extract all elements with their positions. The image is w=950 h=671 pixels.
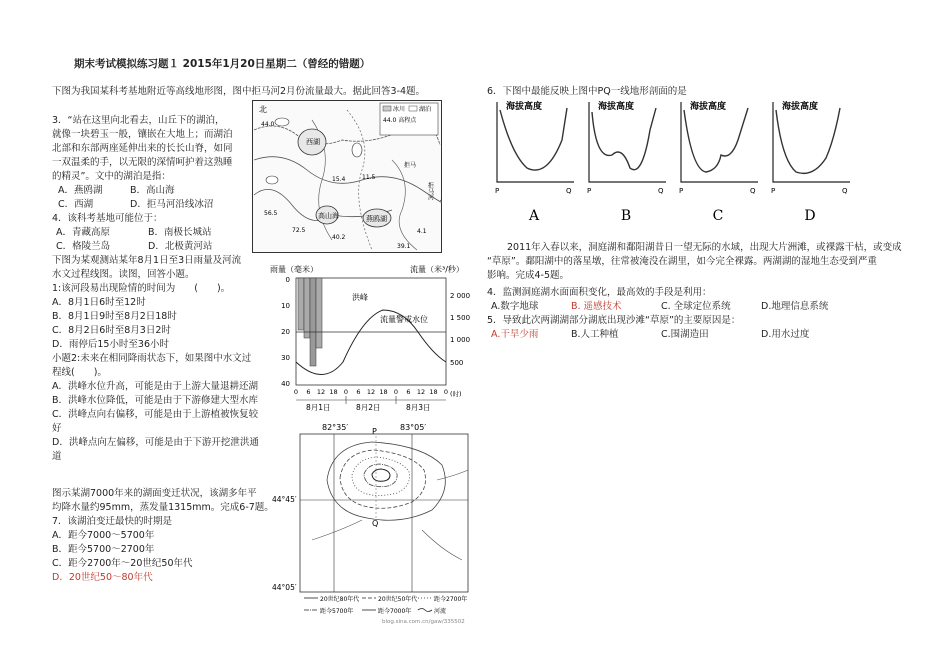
sub2-stem: 程线( )。 [52,367,107,378]
point-q: Q [372,519,379,528]
x-tick: 0 [443,388,449,396]
profile-q: Q [842,187,848,195]
q3-option-a[interactable]: A．燕鸥湖 [58,185,103,196]
point-p: P [372,427,377,436]
elev-label: 4.1 [417,228,427,235]
legend-5700: 距今5700年 [320,608,354,615]
question-3 [52,114,233,254]
x-tick: 6 [306,388,311,396]
elev-label: 15.4 [332,176,346,183]
lat-label: 44°05′ [272,583,297,592]
elev-label: 44.0 [261,121,275,128]
sub1-stem: 1:该河段易出现险情的时间为 ( )。 [52,283,231,294]
watermark: blog.sina.com.cn/gaw/335502 [382,619,465,625]
legend-2700: 距今2700年 [434,596,468,603]
contour-map [252,100,442,253]
river-label-2: 拒马 [404,162,417,169]
north-label: 北 [259,105,267,114]
profile-label: A [528,208,540,224]
rain-bar [304,278,310,338]
intro-hydro: 下图为某观测站某年8月1日至3日雨量及河流 [52,255,242,266]
passage [487,241,902,283]
x-tick: 0 [293,388,299,396]
rain-bar [298,278,304,330]
q4b-option-b[interactable]: B. 遥感技术 [571,301,622,312]
x-tick: 18 [329,388,338,396]
q4-option-d[interactable]: D．北极黄河站 [148,241,213,252]
profile-label: D [804,208,816,224]
x-tick: 0 [393,388,399,396]
lake-questions [52,487,274,585]
q4b [487,286,829,342]
q4-option-b[interactable]: B．南极长城站 [148,227,212,238]
legend-elevation: 44.0 高程点 [383,117,417,124]
sub1-option-d[interactable]: D．雨停后15小时至36小时 [52,339,169,350]
q5b-option-b[interactable]: B.人工种植 [571,329,619,340]
q3-line: 3．“站在这里向北看去，山丘下的湖泊， [52,115,225,126]
lake-gaoshanhai-label: 高山海 [318,212,339,220]
hydrograph-chart [268,262,478,422]
legend-glacier: 冰川 [393,106,406,113]
flood-peak-label: 洪峰 [352,293,368,302]
x-tick: 12 [366,388,376,396]
q3-line: 的精灵”。文中的湖泊是指： [52,171,171,182]
q7-stem: 7．该湖泊变迁最快的时期是 [52,516,173,527]
intro-lake: 均降水量约95mm，蒸发量1315mm。完成6-7题。 [52,502,274,513]
q7-option-c[interactable]: C．距今2700年～20世纪50年代 [52,558,193,569]
left-tick: 10 [281,302,290,310]
profile-p: P [587,187,592,195]
q3-option-d[interactable]: D．拒马河沿线冰沼 [130,199,214,210]
q3-line: 北部和东部两座延伸出来的长长山脊，如同 [52,143,233,154]
q3-option-b[interactable]: B．高山海 [130,185,175,196]
sub2-option-c[interactable]: C．洪峰点向右偏移，可能是由于上游植被恢复较 [52,409,259,420]
sub1-option-a[interactable]: A．8月1日6时至12时 [52,297,146,308]
profile-curve [592,108,656,170]
elev-label: 39.1 [397,243,411,250]
profile-q: Q [750,187,756,195]
profile-option[interactable] [495,100,574,224]
passage-line: 影响。完成4-5题。 [487,270,570,281]
sub2-option-c-cont: 好 [52,423,62,434]
profile-ylabel: 海拔高度 [506,102,543,112]
page-title: 期末考试模拟练习题１ 2015年1月20日星期二（曾经的错题） [74,58,371,70]
elev-label: 11.5 [362,174,376,181]
profile-label: B [620,208,632,224]
intro-contour: 下图为我国某科考基地附近等高线地形图，图中拒马河2月份流量最大。据此回答3-4题。 [52,86,426,97]
profile-p: P [679,187,684,195]
profile-q: Q [566,187,572,195]
legend-1980s: 20世纪80年代 [320,596,360,603]
rain-bar [316,278,322,348]
right-tick: 2 000 [450,292,471,300]
q4-option-a[interactable]: A．青藏高原 [56,227,110,238]
sub2-option-b[interactable]: B．洪峰水位降低，可能是由于下游修建大型水库 [52,395,259,406]
q5b-option-a[interactable]: A.干旱少雨 [491,329,539,340]
day-label: 8月3日 [406,403,431,412]
profile-option[interactable] [587,100,666,224]
x-tick: 18 [379,388,388,396]
q7-option-b[interactable]: B．距今5700～2700年 [52,544,155,555]
left-tick: 0 [285,276,290,284]
profile-option[interactable] [771,100,850,224]
q3-line: 一双温柔的手，以无限的深情呵护着这熟睡 [52,157,233,168]
day-label: 8月2日 [356,403,381,412]
sub1-option-c[interactable]: C．8月2日6时至8月3日2时 [52,325,171,336]
sub2-option-d[interactable]: D．洪峰点向左偏移，可能是由于下游开挖泄洪通 [52,437,259,448]
passage-line: “草原”。鄱阳湖中的落星墩，往常被淹没在湖里，如今完全裸露。两湖湖的湿地生态受到严重 [487,256,877,267]
profile-p: P [771,187,776,195]
profile-ylabel: 海拔高度 [782,102,819,112]
profile-curve [776,108,840,173]
right-tick: 1 000 [450,336,471,344]
elev-label: 56.5 [264,210,278,217]
elev-label: 40.2 [332,234,346,241]
sub2-option-d-cont: 道 [52,451,62,462]
day-label: 8月1日 [306,403,331,412]
profile-option[interactable] [679,100,758,224]
sub1-option-b[interactable]: B．8月1日9时至8月2日18时 [52,311,177,322]
right-tick: 500 [450,359,464,367]
q3-option-c[interactable]: C．西湖 [58,199,94,210]
right-tick: 1 500 [450,314,471,322]
x-tick: 18 [429,388,438,396]
profile-options [492,100,852,230]
profile-label: C [712,208,724,224]
profile-ylabel: 海拔高度 [690,102,727,112]
x-tick: 12 [416,388,426,396]
q7-option-a[interactable]: A．距今7000～5700年 [52,530,155,541]
hydro-ylabel-left: 雨量（毫米） [270,265,318,274]
lake-yanouhu-label: 燕鸥湖 [366,215,387,223]
rain-bar [310,278,316,366]
q4b-option-a[interactable]: A.数字地球 [491,301,539,312]
profile-ylabel: 海拔高度 [598,102,635,112]
left-tick: 40 [281,380,290,388]
x-tick: 6 [356,388,361,396]
intro-hydro: 水文过程线图。读图，回答小题。 [52,269,195,280]
q4b-stem: 4．监测洞庭湖水面面积变化，最高效的手段是利用： [487,287,712,298]
x-tick: 6 [406,388,411,396]
hydro-ylabel-right: 流量（米³/秒） [410,265,464,274]
hydro-questions [52,254,259,464]
q4-stem: 4．该科考基地可能位于： [52,213,163,224]
x-tick: 0 [343,388,349,396]
sub2-stem: 小题2:未来在相同降雨状态下，如果图中水文过 [52,353,252,364]
intro-lake: 图示某湖7000年来的湖面变迁状况，该湖多年平 [52,488,257,499]
legend-1950s: 20世纪50年代 [378,596,418,603]
passage-line: 2011年入春以来，洞庭湖和鄱阳湖昔日一望无际的水域，出现大片洲滩，或裸露干枯，或变成 [507,242,902,253]
q6-stem: 6．下图中最能反映上图中PQ一线地形剖面的是 [487,86,687,97]
elev-label: 72.5 [292,227,306,234]
lake-xihu-label: 西湖 [306,138,320,146]
q5b-option-d[interactable]: D.用水过度 [761,329,810,340]
profile-p: P [495,187,500,195]
lake-change-map [272,420,484,625]
q7-option-d[interactable]: D．20世纪50～80年代 [52,572,153,583]
lon-label: 83°05′ [400,423,427,432]
sub2-option-a[interactable]: A．洪峰水位升高，可能是由于上游大量退耕还湖 [52,381,258,392]
profile-curve [500,108,567,170]
warning-label: 流量警戒水位 [380,315,428,324]
river-label: 拒马河 [426,182,434,200]
x-tick: 12 [316,388,326,396]
lat-label: 44°45′ [272,495,297,504]
profile-q: Q [658,187,664,195]
q4b-option-c[interactable]: C. 全球定位系统 [661,301,731,312]
lon-label: 82°35′ [322,423,349,432]
legend-7000: 距今7000年 [378,608,412,615]
profile-curve [684,108,748,172]
q3-line: 就像一块碧玉一般，镶嵌在大地上；而湖泊 [52,129,233,140]
q5b-stem: 5．导致此次两湖湖部分湖底出现沙滩“草原”的主要原因是： [487,315,741,326]
left-tick: 30 [281,354,290,362]
q4-option-c[interactable]: C．格陵兰岛 [56,241,111,252]
q4b-option-d[interactable]: D.地理信息系统 [761,301,829,312]
left-tick: 20 [281,328,290,336]
q5b-option-c[interactable]: C.围湖造田 [661,329,709,340]
legend-lake: 湖泊 [419,106,432,113]
legend-river: 河流 [434,608,447,615]
x-unit: (时) [450,390,462,398]
